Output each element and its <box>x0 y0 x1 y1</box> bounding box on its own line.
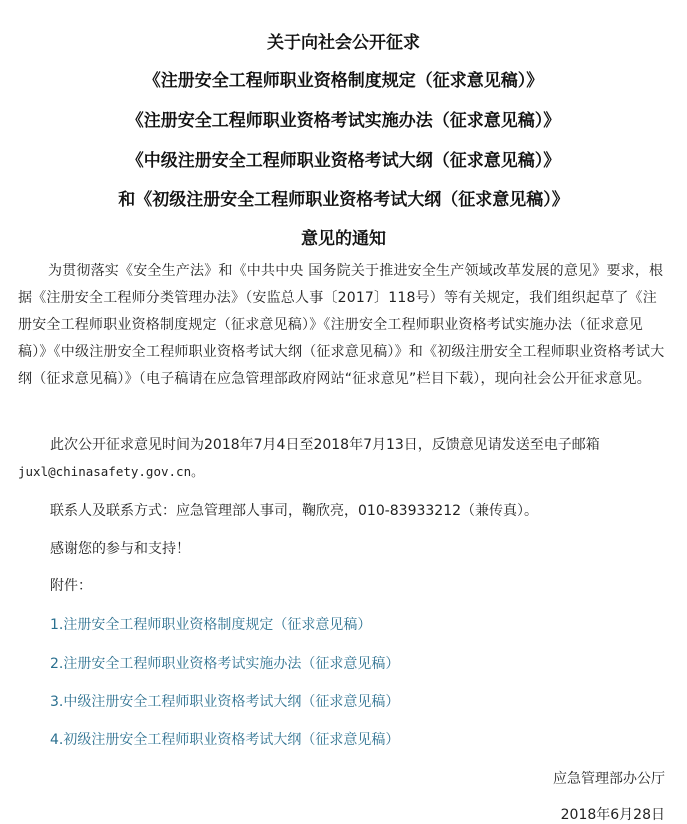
attachments-label: 附件： <box>50 578 92 594</box>
attachment-link-3[interactable]: 3.中级注册安全工程师职业资格考试大纲（征求意见稿） <box>50 694 400 710</box>
attachment-link-1[interactable]: 1.注册安全工程师职业资格制度规定（征求意见稿） <box>50 617 372 633</box>
intro-paragraph: 为贯彻落实《安全生产法》和《中共中央 国务院关于推进安全生产领域改革发展的意见》要求，根据《注册安全工程师分类管理办法》（安监总人事〔2017〕118号）等有关规定，我们组织起草了《注册安全工程师职业资格制度规定（征求意见稿）》《注册安全工程师职业资格考试实施办法（征求意见稿）》《中级注册安全工程师职业资格考试大纲（征求意见稿）》和《初级注册安全工程师职业资格考试大纲（征求意见稿）》（电子稿请在应急管理部政府网站“征求意见”栏目下载），现向社会公开征求意见。 <box>18 263 665 387</box>
title-line-2: 《注册安全工程师职业资格制度规定（征求意见稿）》 <box>143 71 544 91</box>
contact-text: 联系人及联系方式：应急管理部人事司，鞠欣亮，010-83933212（兼传真）。 <box>50 503 539 519</box>
title-line-6: 意见的通知 <box>301 229 386 249</box>
title-line-5: 和《初级注册安全工程师职业资格考试大纲（征求意见稿）》 <box>118 190 569 210</box>
email-text: juxl@chinasafety.gov.cn。 <box>18 464 204 479</box>
title-line-4: 《中级注册安全工程师职业资格考试大纲（征求意见稿）》 <box>126 151 561 171</box>
thanks-text: 感谢您的参与和支持！ <box>50 541 190 557</box>
issuer-signature: 应急管理部办公厅 <box>553 771 665 787</box>
attachment-link-2[interactable]: 2.注册安全工程师职业资格考试实施办法（征求意见稿） <box>50 656 400 672</box>
attachment-link-4[interactable]: 4.初级注册安全工程师职业资格考试大纲（征求意见稿） <box>50 732 400 748</box>
issue-date: 2018年6月28日 <box>560 807 665 823</box>
title-line-1: 关于向社会公开征求 <box>267 33 420 53</box>
period-text: 此次公开征求意见时间为2018年7月4日至2018年7月13日，反馈意见请发送至电子邮箱 <box>50 437 600 453</box>
title-line-3: 《注册安全工程师职业资格考试实施办法（征求意见稿）》 <box>126 111 561 131</box>
